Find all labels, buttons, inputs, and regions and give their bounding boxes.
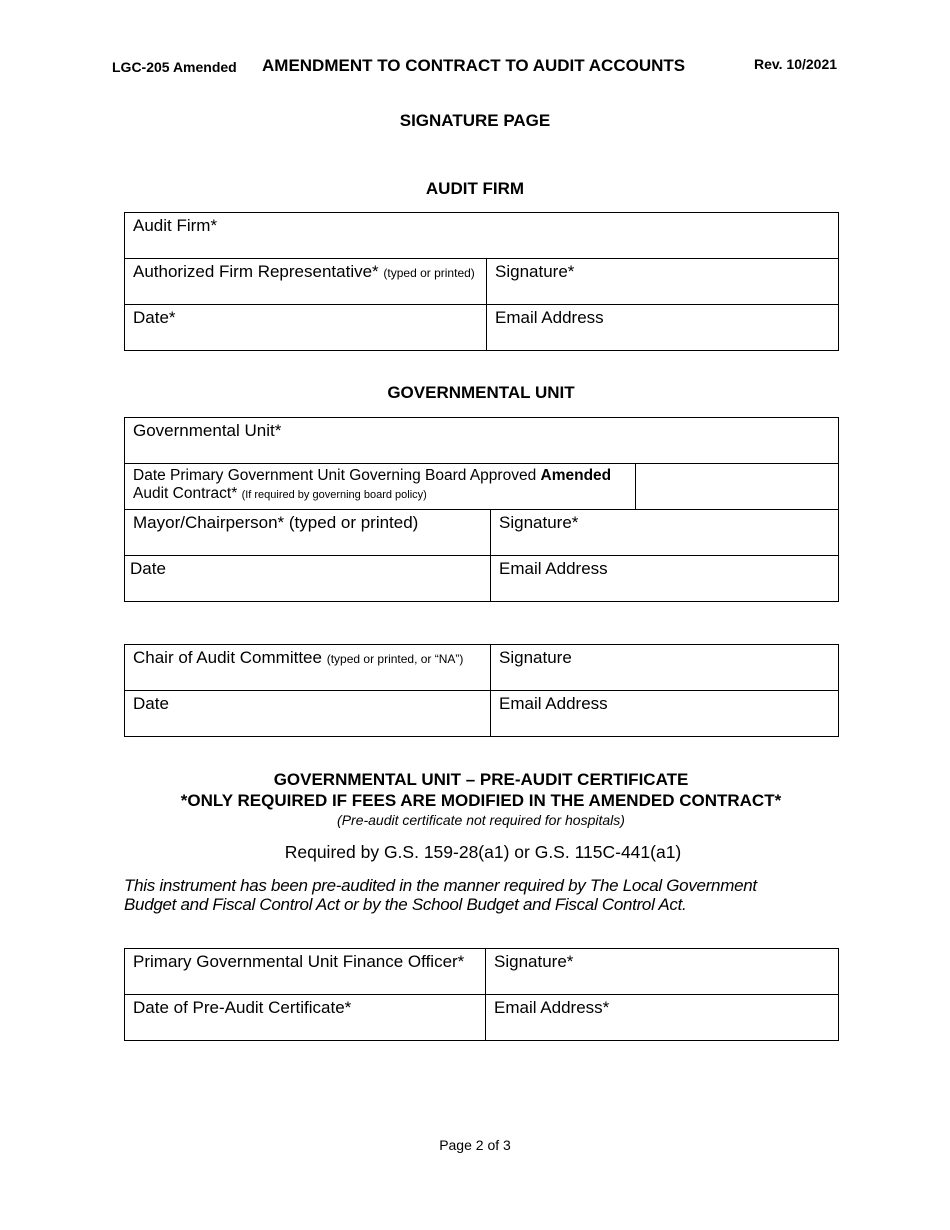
- governmental-unit-field[interactable]: [125, 418, 839, 464]
- mayor-signature-label: Signature*: [499, 513, 579, 532]
- pre-audit-date-field[interactable]: [125, 995, 486, 1041]
- finance-officer-signature-label: Signature*: [494, 952, 574, 971]
- form-title: AMENDMENT TO CONTRACT TO AUDIT ACCOUNTS: [262, 56, 686, 75]
- pre-audit-subheading: *ONLY REQUIRED IF FEES ARE MODIFIED IN THE AMENDED CONTRACT*: [180, 791, 782, 810]
- finance-officer-label: Primary Governmental Unit Finance Officer*: [133, 952, 465, 971]
- pre-audit-statute: Required by G.S. 159-28(a1) or G.S. 115C-441(a1): [284, 842, 682, 862]
- audit-committee-chair-field[interactable]: [125, 645, 491, 691]
- board-approval-label-part1: Date Primary Government Unit Governing Board Approved: [133, 467, 537, 484]
- firm-email-label: Email Address: [495, 308, 604, 327]
- firm-signature-field[interactable]: [487, 259, 839, 305]
- firm-representative-note: (typed or printed): [383, 266, 475, 280]
- finance-officer-field[interactable]: [125, 949, 486, 995]
- governmental-unit-table: [124, 417, 839, 602]
- unit-email-label: Email Address: [499, 559, 608, 578]
- audit-firm-field[interactable]: [125, 213, 839, 259]
- finance-officer-email-label: Email Address*: [494, 998, 610, 1017]
- audit-firm-label: Audit Firm*: [133, 216, 218, 235]
- firm-email-field[interactable]: [487, 305, 839, 351]
- finance-officer-email-field[interactable]: [486, 995, 839, 1041]
- audit-committee-email-label: Email Address: [499, 694, 608, 713]
- audit-committee-signature-label: Signature: [499, 648, 572, 667]
- unit-date-field[interactable]: [125, 556, 491, 602]
- firm-representative-label: Authorized Firm Representative*: [133, 262, 379, 281]
- pre-audit-date-label: Date of Pre-Audit Certificate*: [133, 998, 352, 1017]
- governmental-unit-heading: GOVERNMENTAL UNIT: [387, 383, 575, 402]
- audit-firm-heading: AUDIT FIRM: [425, 179, 525, 198]
- page-title: SIGNATURE PAGE: [399, 111, 551, 130]
- firm-signature-label: Signature*: [495, 262, 575, 281]
- pre-audit-table: [124, 948, 839, 1041]
- pre-audit-statement-line1: This instrument has been pre-audited in the manner required by The Local Government: [124, 876, 757, 895]
- audit-committee-chair-note: (typed or printed, or “NA”): [326, 652, 464, 666]
- mayor-chairperson-field[interactable]: [125, 510, 491, 556]
- board-approval-label-bold: Amended: [540, 467, 612, 484]
- audit-committee-date-label: Date: [133, 694, 169, 713]
- finance-officer-signature-field[interactable]: [486, 949, 839, 995]
- pre-audit-heading: GOVERNMENTAL UNIT – PRE-AUDIT CERTIFICATE: [273, 770, 689, 789]
- unit-date-label: Date: [130, 559, 166, 578]
- audit-committee-email-field[interactable]: [491, 691, 839, 737]
- board-approval-label-part2: Audit Contract*: [133, 485, 238, 502]
- mayor-signature-field[interactable]: [491, 510, 839, 556]
- unit-email-field[interactable]: [491, 556, 839, 602]
- board-approval-date-label-cell: [125, 464, 636, 510]
- board-approval-note: (If required by governing board policy): [241, 489, 427, 501]
- audit-committee-chair-label: Chair of Audit Committee: [133, 648, 322, 667]
- form-id: LGC-205 Amended: [112, 59, 237, 75]
- revision-label: Rev. 10/2021: [754, 56, 838, 72]
- firm-date-field[interactable]: [125, 305, 487, 351]
- audit-firm-table: [124, 212, 839, 351]
- pre-audit-note: (Pre-audit certificate not required for hospitals): [337, 812, 625, 828]
- audit-committee-table: [124, 644, 839, 737]
- audit-committee-signature-field[interactable]: [491, 645, 839, 691]
- board-approval-date-field[interactable]: [636, 464, 839, 510]
- firm-representative-field[interactable]: [125, 259, 487, 305]
- mayor-chairperson-label: Mayor/Chairperson* (typed or printed): [133, 513, 419, 532]
- firm-date-label: Date*: [133, 308, 176, 327]
- governmental-unit-label: Governmental Unit*: [133, 421, 282, 440]
- pre-audit-statement-line2: Budget and Fiscal Control Act or by the School Budget and Fiscal Control Act.: [124, 895, 687, 914]
- audit-committee-date-field[interactable]: [125, 691, 491, 737]
- page-number: Page 2 of 3: [439, 1137, 511, 1153]
